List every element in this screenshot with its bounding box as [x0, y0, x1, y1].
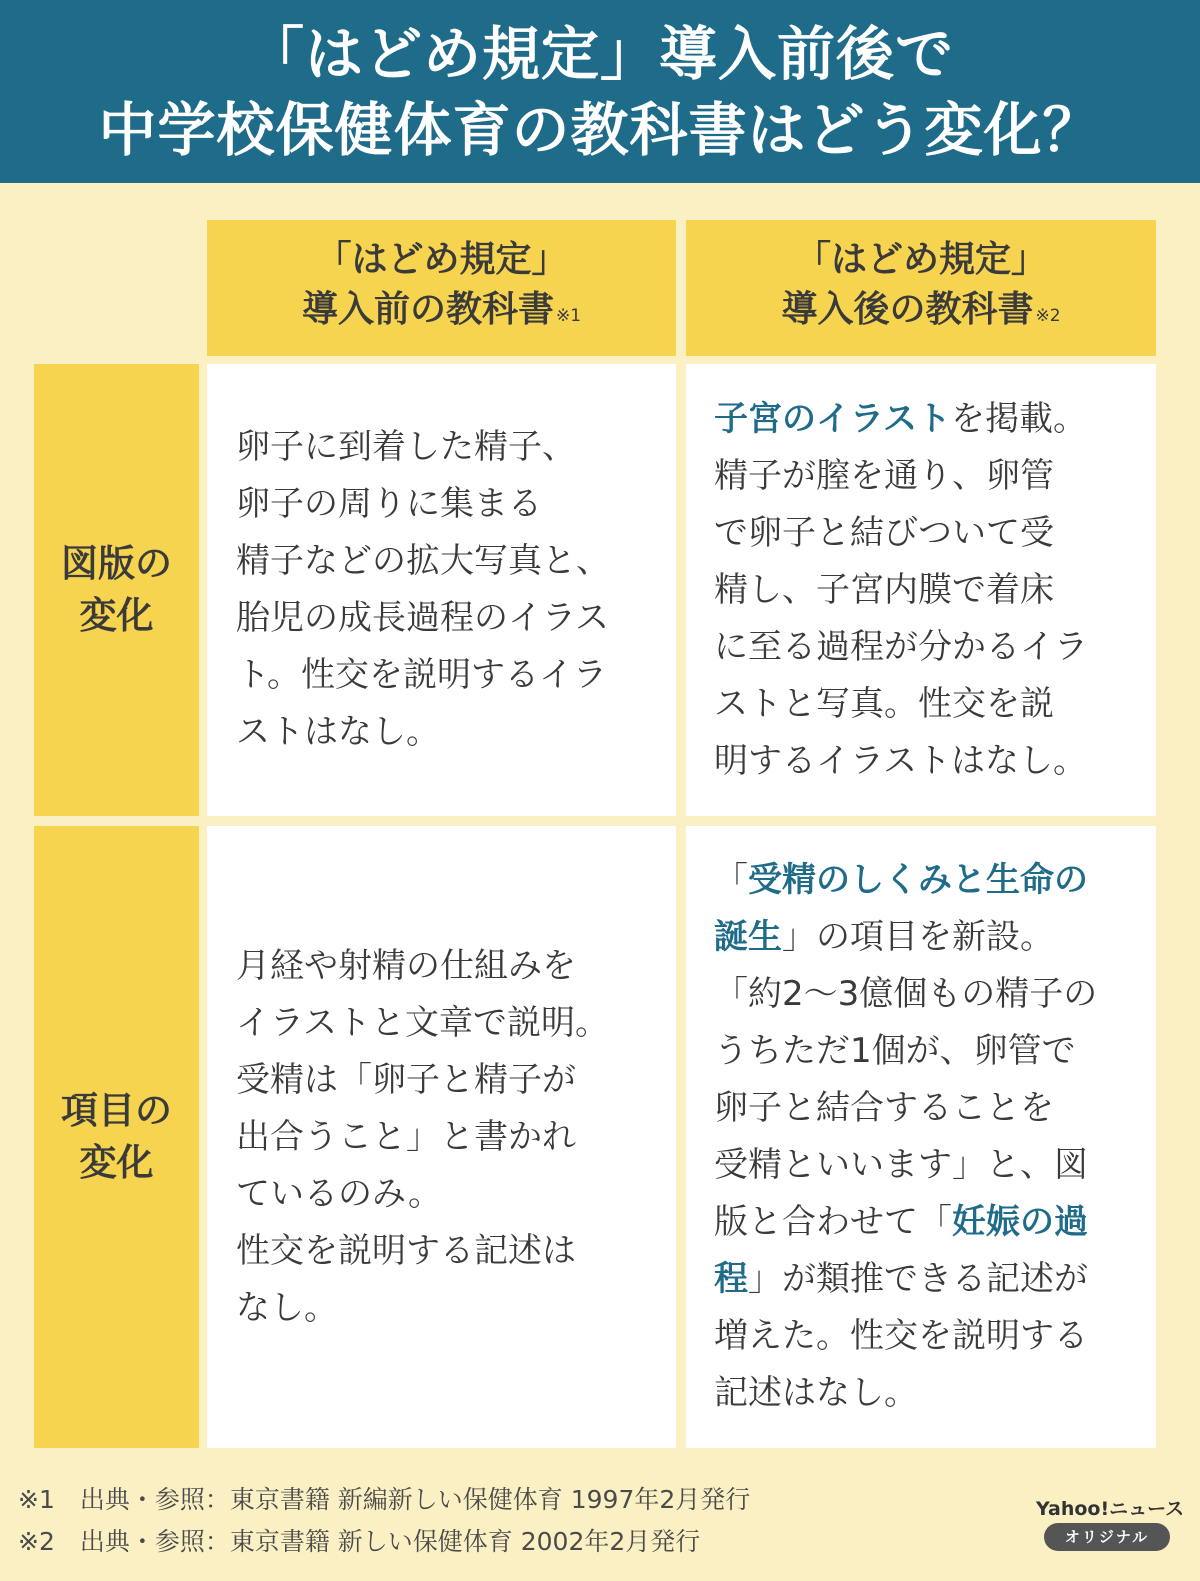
cell-zuhan-before: [207, 364, 676, 816]
text-line: [714, 852, 1156, 909]
text-line: 胎児の成長過程のイラス: [236, 598, 609, 638]
text-line: 月経や射精の仕組みを: [236, 945, 576, 986]
text-line: に至る過程が分かるイラ: [714, 626, 1088, 667]
column-header-after: [686, 220, 1156, 356]
footnote-2: ※2 出典・参照：東京書籍 新しい保健体育 2002年2月発行: [18, 1527, 701, 1556]
row-header-koumoku-line-2: 変化: [79, 1141, 154, 1184]
highlight-text: 程: [714, 1259, 748, 1299]
column-header-before-line-1: 「はどめ規定」: [315, 239, 568, 280]
text-line: 卵子と結合することを: [714, 1088, 1054, 1128]
row-header-koumoku: [34, 826, 199, 1448]
text-line: 精子などの拡大写真と、: [236, 541, 610, 581]
text-line: ストと写真。性交を説: [714, 683, 1054, 724]
text-line: なし。: [236, 1287, 338, 1328]
text-line: ト。性交を説明するイラ: [236, 655, 607, 695]
column-header-before-label: 導入前の教科書: [301, 289, 554, 330]
page-header: [0, 0, 1200, 183]
text-line: 記述はなし。: [714, 1373, 918, 1413]
column-header-after-label: 導入後の教科書: [781, 289, 1034, 330]
column-header-before: [207, 220, 676, 356]
text-line: 受精は「卵子と精子が: [236, 1059, 576, 1100]
text-line: で卵子と結びついて受: [714, 512, 1054, 553]
footnote-1: ※1 出典・参照：東京書籍 新編新しい保健体育 1997年2月発行: [18, 1485, 751, 1514]
text-line: [714, 909, 1156, 966]
row-header-koumoku-line-1: 項目の: [61, 1089, 172, 1132]
original-badge: オリジナル: [1044, 1523, 1170, 1551]
text-line: ているのみ。: [236, 1173, 443, 1214]
cell-koumoku-after: [686, 826, 1156, 1448]
text-line: 性交を説明する記述は: [236, 1230, 576, 1271]
text-line: [714, 391, 1156, 448]
text-span: 版と合わせて「: [714, 1202, 952, 1242]
text-span: 」が類推できる記述が: [748, 1259, 1088, 1299]
text-line: 卵子の周りに集まる: [236, 484, 542, 524]
text-line: 増えた。性交を説明する: [714, 1316, 1088, 1356]
text-line: 出合うこと」と書かれ: [236, 1116, 576, 1157]
footnote-marker-1: ※1: [555, 306, 582, 326]
text-line: 精し、子宮内膜で着床: [714, 569, 1054, 610]
column-header-after-line-1: 「はどめ規定」: [794, 239, 1047, 280]
row-header-zuhan-line-2: 変化: [79, 594, 154, 637]
yahoo-news-logo: Yahoo!ニュース: [1036, 1498, 1185, 1520]
cell-zuhan-after: [686, 364, 1156, 816]
highlight-text: 誕生: [714, 917, 782, 957]
highlight-text: 妊娠の過: [952, 1202, 1088, 1242]
text-span: を掲載。: [950, 398, 1087, 439]
text-line: イラストと文章で説明。: [236, 1002, 609, 1043]
column-header-after-line-2: [781, 285, 1060, 341]
page-title-line-1: 「はどめ規定」導入前後で: [245, 19, 954, 88]
column-header-before-line-2: [302, 285, 581, 341]
page-title-line-2: 中学校保健体育の教科書はどう変化？: [98, 95, 1102, 164]
highlight-text: 受精のしくみと生命の: [748, 860, 1088, 900]
row-header-zuhan: [34, 364, 199, 816]
text-line: うちただ1個が、卵管で: [714, 1031, 1076, 1071]
text-line: ストはなし。: [236, 712, 440, 752]
highlight-text: 子宮のイラスト: [714, 398, 951, 439]
text-line: 受精といいます」と、図: [714, 1145, 1088, 1185]
text-line: 精子が膣を通り、卵管: [714, 455, 1054, 496]
row-header-zuhan-line-1: 図版の: [61, 542, 172, 585]
text-span: 」の項目を新設。: [782, 917, 1054, 957]
cell-koumoku-before: [207, 826, 676, 1448]
text-line: [714, 1251, 1156, 1308]
text-line: 「約2〜3億個もの精子の: [714, 974, 1098, 1014]
text-span: 「: [714, 860, 748, 900]
footnote-marker-2: ※2: [1035, 306, 1061, 326]
text-line: 明するイラストはなし。: [714, 740, 1087, 781]
text-line: [714, 1194, 1156, 1251]
text-line: 卵子に到着した精子、: [236, 427, 576, 467]
